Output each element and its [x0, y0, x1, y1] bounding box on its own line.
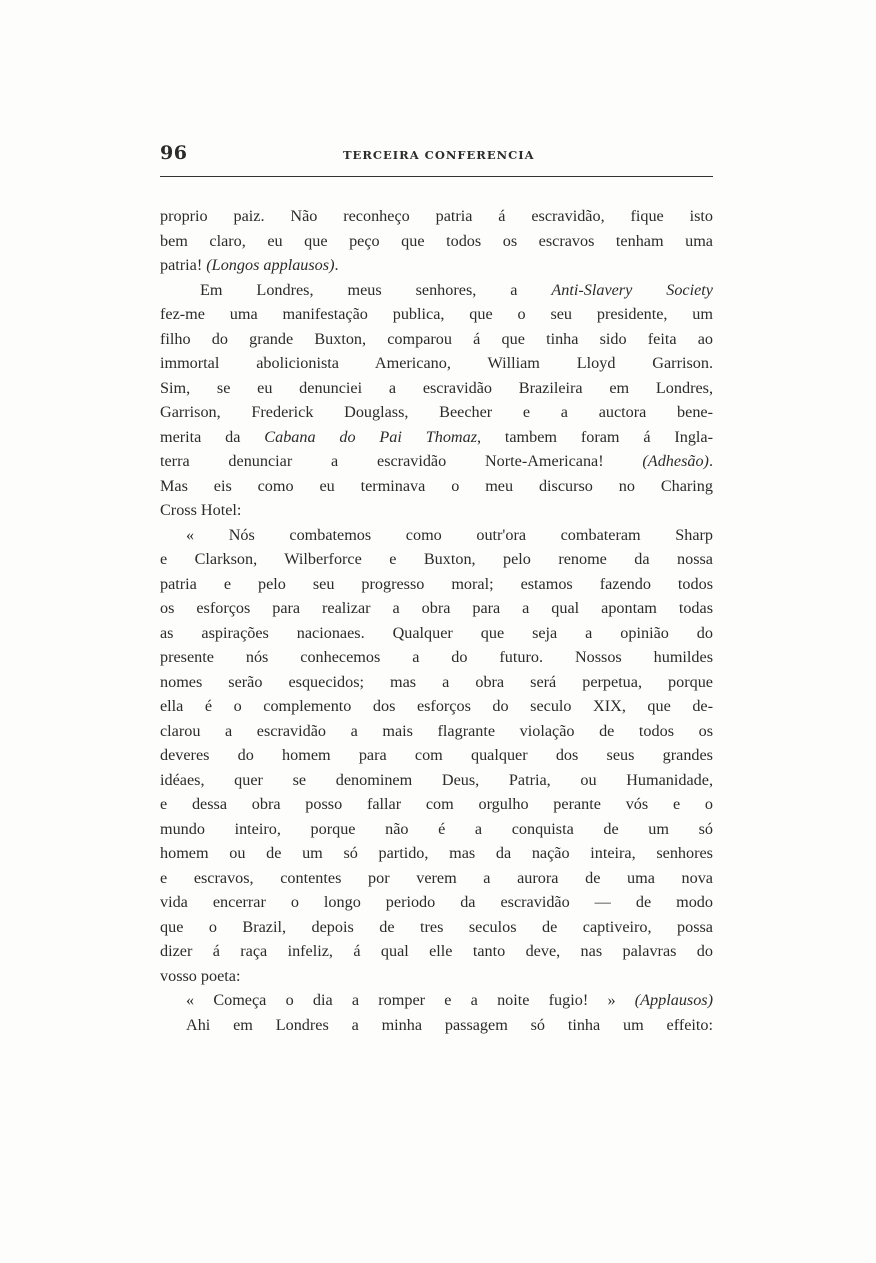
text-line: merita da Cabana do Pai Thomaz, tambem foram á Ingla-	[160, 427, 713, 446]
text-line: terra denunciar a escravidão Norte-Americana! (Adhesão).	[160, 452, 713, 470]
text-line: Sim, se eu denunciei a escravidão Brazileira em Londres,	[160, 378, 713, 397]
text-line: ella é o complemento dos esforços do seculo XIX, que de-	[160, 697, 713, 715]
text-line: dizer á raça infeliz, á qual elle tanto deve, nas palavras do	[160, 942, 713, 960]
text-line: Garrison, Frederick Douglass, Beecher e a auctora bene-	[160, 403, 713, 421]
page-header	[160, 142, 713, 170]
text-line: que o Brazil, depois de tres seculos de captiveiro, possa	[160, 917, 713, 936]
text-line: proprio paiz. Não reconheço patria á escravidão, fique isto	[160, 207, 713, 225]
text-line: e dessa obra posso fallar com orgulho perante vós e o	[160, 795, 713, 813]
text-line: Mas eis como eu terminava o meu discurso no Charing	[160, 476, 713, 495]
text-line: os esforços para realizar a obra para a qual apontam todas	[160, 599, 713, 617]
text-line: presente nós conhecemos a do futuro. Nossos humildes	[160, 648, 713, 666]
italic-text: (Applausos)	[634, 991, 713, 1009]
text-line: homem ou de um só partido, mas da nação inteira, senhores	[160, 844, 713, 862]
text-line: filho do grande Buxton, comparou á que tinha sido feita ao	[160, 329, 713, 348]
italic-text: (Adhesão)	[642, 452, 709, 470]
text-line: clarou a escravidão a mais flagrante violação de todos os	[160, 721, 713, 740]
text-line: Ahi em Londres a minha passagem só tinha um effeito:	[186, 1015, 713, 1034]
italic-text: Anti-Slavery Society	[551, 280, 713, 299]
text-line: fez-me uma manifestação publica, que o seu presidente, um	[160, 305, 713, 323]
text-line: immortal abolicionista Americano, William Lloyd Garrison.	[160, 354, 713, 372]
italic-text: Cabana do Pai Thomaz	[264, 427, 477, 446]
page-number: 96	[160, 142, 188, 164]
text-line: e escravos, contentes por verem a aurora de uma nova	[160, 868, 713, 887]
text-line: as aspirações nacionaes. Qualquer que seja a opinião do	[160, 623, 713, 642]
text-line: Cross Hotel:	[160, 501, 242, 519]
text-line: bem claro, eu que peço que todos os escravos tenham uma	[160, 231, 713, 250]
text-line: e Clarkson, Wilberforce e Buxton, pelo renome da nossa	[160, 550, 713, 568]
text-line: vosso poeta:	[160, 966, 241, 985]
text-line: mundo inteiro, porque não é a conquista de um só	[160, 819, 713, 838]
italic-text: (Longos applausos)	[206, 256, 335, 274]
text-line: vida encerrar o longo periodo da escravidão — de modo	[160, 893, 713, 911]
running-title: TERCEIRA CONFERENCIA	[343, 148, 535, 162]
text-line: « Nós combatemos como outr'ora combateram Sharp	[186, 525, 713, 544]
text-line: Em Londres, meus senhores, a Anti-Slavery Society	[200, 280, 713, 299]
text-line: deveres do homem para com qualquer dos seus grandes	[160, 746, 713, 764]
body-text	[160, 204, 713, 1037]
text-line: patria e pelo seu progresso moral; estamos fazendo todos	[160, 574, 713, 593]
header-rule	[160, 176, 713, 177]
text-line: nomes serão esquecidos; mas a obra será perpetua, porque	[160, 672, 713, 691]
text-line: « Começa o dia a romper e a noite fugio! » (Applausos)	[186, 991, 713, 1009]
text-line: idéaes, quer se denominem Deus, Patria, ou Humanidade,	[160, 770, 713, 789]
text-line: patria! (Longos applausos).	[160, 256, 339, 274]
